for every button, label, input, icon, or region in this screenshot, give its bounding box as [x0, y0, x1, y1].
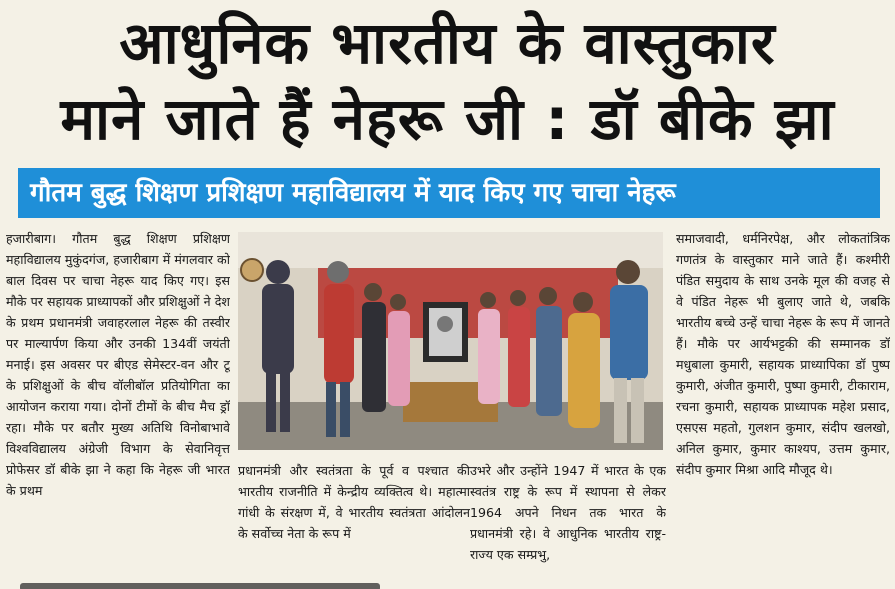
headline-line-2: माने जाते हैं नेहरू जी : डॉ बीके झा [60, 85, 835, 153]
article-column-4: समाजवादी, धर्मनिरपेक्ष, और लोकतांत्रिक गणतंत्र के वास्तुकार माने जाते हैं। कश्मीरी पंडित समुदाय के साथ उनके मूल की वजह से वे पंडित नेहरू भी बुलाए जाते थे, जबकि भारतीय बच्चे उन्हें चाचा नेहरू के रूप में जानते हैं। मौके पर आर्यभट्टकी की सम्मानक डॉ मधुबाला कुमारी, सहायक प्राध्यापिका डॉ पुष्प कुमारी, अंजीत कुमारी, पुष्पा कुमारी, टीकाराम, रचना कुमारी, सहायक प्राध्यापक महेश प्रसाद, एसएस महतो, गुलशन कुमार, संदीप खलखो, अनिल कुमार, कुमार काश्यप, उत्तम कुमार, संदीप कुमार मिश्रा आदि मौजूद थे। [676, 231, 890, 477]
article-column-3: उभरे और उन्होंने 1947 में भारत के एक स्वतंत्र राष्ट्र के रूप में स्थापना से लेकर 1964 अपने निधन तक भारत के प्रधानमंत्री रहे। वे आधुनिक भारतीय राष्ट्र-राज्य एक सम्प्रभु, [470, 463, 666, 562]
headline-line-1: आधुनिक भारतीय के वास्तुकार [119, 9, 776, 77]
event-photo-illustration [238, 232, 663, 450]
article-column-2: प्रधानमंत्री और स्वतंत्रता के पूर्व व पश्चात की भारतीय राजनीति में केन्द्रीय व्यक्तित्व थे। महात्मा गांधी के संरक्षण में, वे भारतीय स्वतंत्रता आंदोलन के सर्वोच्च नेता के रूप में [238, 463, 470, 541]
subheadline-text: गौतम बुद्ध शिक्षण प्रशिक्षण महाविद्यालय में याद किए गए चाचा नेहरू [30, 178, 676, 208]
next-headline-fragment [0, 574, 895, 589]
subheadline-bar [18, 168, 880, 218]
article-column-1: हजारीबाग। गौतम बुद्ध शिक्षण प्रशिक्षण महाविद्यालय मुकुंदगंज, हजारीबाग में मंगलवार को बाल दिवस पर चाचा नेहरू याद किए गए। इस मौके पर सहायक प्राध्यापकों और प्रशिक्षुओं ने देश के प्रथम प्रधानमंत्री जवाहरलाल नेहरू की तस्वीर पर माल्यार्पण किया और उनकी 134वीं जयंती मनाई। इस अवसर पर बीएड सेमेस्टर-वन और टू के प्रशिक्षुओं के बीच वॉलीबॉल प्रतियोगिता का आयोजन कराया गया। दोनों टीमों के बीच मैच ड्रॉ रहा। मौके पर बतौर मुख्य अतिथि विनोबाभावे विश्वविद्यालय अंग्रेजी विभाग के सेवानिवृत्त प्रोफेसर डॉ बीके झा ने कहा कि नेहरू जी भारत के प्रथम [6, 231, 230, 498]
event-photo [238, 232, 663, 450]
